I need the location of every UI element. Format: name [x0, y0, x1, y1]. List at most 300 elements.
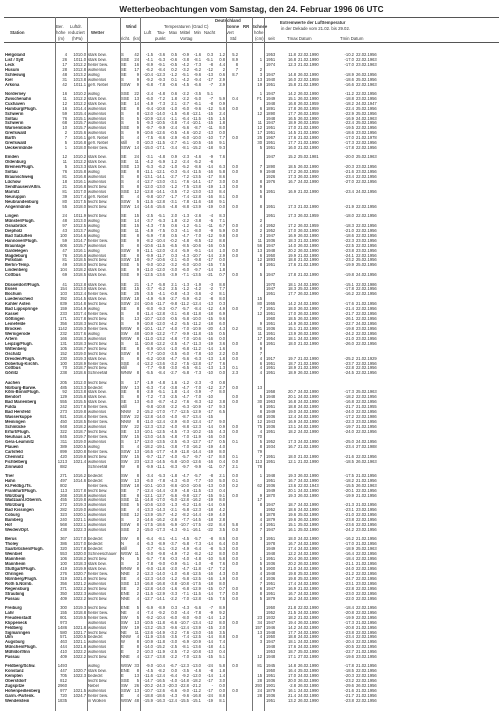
wind-speed: 8 — [136, 335, 139, 341]
tmax-date: 25.02.1990 — [298, 575, 319, 581]
temperature-value: -4.0 — [181, 556, 189, 562]
record-since: 1970 — [266, 281, 276, 287]
temperature-value: -12.3 — [143, 570, 153, 576]
tmax-date: 26.02.1990 — [298, 115, 319, 121]
wind-direction: SE — [121, 575, 127, 581]
station-height: 371 — [60, 585, 67, 591]
tmax-date: 24.02.1990 — [298, 414, 319, 420]
temperature-value: -10.9 — [143, 639, 153, 645]
tmin-value: -19.9 — [344, 614, 354, 620]
tmin-date: 22.02.1956 — [356, 639, 377, 645]
temperature-value: -14.1 — [155, 174, 165, 180]
sunshine-value: 0.0 — [232, 619, 238, 625]
temperature-value: -9.2 — [181, 673, 189, 679]
temperature-value: -7.0 — [181, 325, 189, 331]
temperature-value: -10.0 — [191, 316, 201, 322]
temperature-value: 5.9 — [219, 95, 225, 101]
temperature-value: -13.5 — [191, 272, 201, 278]
tmax-value: 17.8 — [287, 272, 296, 278]
temperature-value: -10.5 — [155, 120, 165, 126]
wind-direction: SW — [121, 330, 128, 336]
weather-text: wolkenlos — [88, 111, 107, 116]
tmin-date: 21.02.1956 — [356, 477, 377, 483]
tmin-date: 23.02.1956 — [356, 164, 377, 170]
tmin-value: -17.3 — [344, 619, 354, 625]
sunshine-value: 8 — [235, 61, 238, 67]
wind-direction: SE — [121, 399, 127, 405]
snow-depth-value: 5 — [259, 145, 262, 151]
temperature-value: -1.7 — [145, 281, 153, 287]
record-since: 1932 — [266, 614, 276, 620]
temperature-value: -9.3 — [157, 76, 165, 82]
temperature-value: -4.1 — [169, 536, 177, 542]
temperature-value: -7.2 — [157, 95, 165, 101]
station-height: 12 — [62, 154, 67, 160]
pressure-value: 1017.6 — [73, 404, 86, 410]
temperature-value: -11.5 — [155, 140, 165, 146]
station-height: 1493 — [57, 663, 67, 669]
wind-speed: 2 — [136, 649, 139, 655]
snow-depth-value: 13 — [257, 247, 262, 253]
station-name: Nürburg-Barwe. — [5, 385, 37, 390]
tmax-value: 21.5 — [287, 609, 296, 615]
tmin-value: -23.8 — [344, 629, 354, 635]
temperature-value: -10.6 — [191, 335, 201, 341]
weather-text: stark bew. — [88, 282, 107, 287]
temperature-value: -9.0 — [157, 561, 165, 567]
weather-text: stark bew. — [88, 53, 107, 57]
tmin-value: -16.2 — [344, 536, 354, 542]
pressure-value: 1020.5 — [73, 443, 86, 449]
temperature-value: 8.0 — [219, 551, 225, 557]
pressure-value: 1022.2 — [73, 654, 86, 660]
station-height: 12 — [62, 100, 67, 106]
temperature-value: -9.7 — [193, 453, 201, 459]
tmax-value: 20.0 — [287, 678, 296, 684]
tmax-value: 18.9 — [287, 370, 296, 376]
weather-text: leicht bew. — [88, 263, 108, 268]
weather-text: wolkenlos — [88, 503, 107, 508]
wind-speed: 8 — [136, 232, 139, 238]
record-since: 1879 — [266, 517, 276, 523]
table-row — [4, 528, 499, 533]
temperature-value: -7.3 — [157, 394, 165, 400]
pressure-value: 1017.8 — [73, 487, 86, 493]
temperature-value: -7.4 — [157, 384, 165, 390]
tmax-value: 18.6 — [287, 507, 296, 513]
tmin-date: 22.02.1986 — [356, 281, 377, 287]
temperature-value: -8.3 — [193, 399, 201, 405]
temperature-value: -16.3 — [155, 697, 165, 703]
temperature-value: -4.3 — [181, 252, 189, 258]
temperature-value: -4.7 — [181, 384, 189, 390]
tmax-date: 21.02.1990 — [298, 203, 319, 209]
weather-text: wolkig — [88, 331, 100, 336]
station-name: Berlin-Temp. — [5, 263, 30, 268]
tmax-value: 16.0 — [287, 76, 296, 82]
station-name: Meiningen — [5, 420, 26, 425]
temperature-value: -4.2 — [181, 76, 189, 82]
sunshine-value: 0.0 — [232, 536, 238, 542]
temperature-value: -18 — [207, 580, 213, 586]
temperature-value: -12.3 — [179, 663, 189, 669]
temperature-value: -4.8 — [157, 90, 165, 96]
station-name: Passau — [5, 655, 20, 660]
station-name: Bad Hersfeld — [5, 410, 31, 415]
temperature-value: -9.4 — [193, 76, 201, 82]
tmax-value: 14.5 — [287, 130, 296, 136]
temperature-value: -4.8 — [157, 379, 165, 385]
temperature-value: -3.3 — [169, 590, 177, 596]
pressure-value: 1016.8 — [73, 184, 86, 190]
temperature-value: -2.7 — [169, 174, 177, 180]
temperature-value: -4.8 — [181, 237, 189, 243]
station-height: 76 — [62, 169, 67, 175]
station-name: Zinnwald — [5, 464, 23, 469]
record-since: 1951 — [266, 130, 276, 136]
station-height: 948 — [60, 424, 67, 430]
station-height: 92 — [62, 389, 67, 395]
tmin-value: -22.4 — [344, 105, 354, 111]
temperature-value: -17 — [207, 404, 213, 410]
wind-direction: WSW — [121, 551, 132, 557]
wind-speed: 13 — [134, 619, 139, 625]
temperature-value: 8.4 — [219, 522, 225, 528]
station-name: Oldenburg — [5, 160, 26, 165]
station-name: Ueckermünde — [5, 146, 33, 151]
temperature-value: -8.4 — [193, 306, 201, 312]
sunshine-value: 0.0 — [232, 203, 238, 209]
temperature-value: -9.3 — [145, 120, 153, 126]
tmin-value: -25.0 — [344, 438, 354, 444]
temperature-value: -12 — [207, 232, 213, 238]
tmax-date: 26.02.1990 — [298, 164, 319, 170]
weather-text: wolkig — [88, 223, 100, 228]
tmin-value: -23.2 — [344, 678, 354, 684]
temperature-value: -19 — [207, 448, 213, 454]
record-since: 1951 — [266, 291, 276, 297]
tmax-date: 24.02.1990 — [298, 644, 319, 650]
temperature-value: -24 — [207, 663, 213, 669]
pressure-value: 1019.3 — [73, 502, 86, 508]
temperature-value: 0.8 — [219, 379, 225, 385]
wind-direction: SE — [121, 286, 127, 292]
temperature-value: -0.5 — [169, 316, 177, 322]
weather-text: wolkig — [88, 91, 100, 96]
temperature-value: -5.9 — [157, 296, 165, 302]
temperature-value: -3.2 — [169, 629, 177, 635]
pressure-value: 1019.0 — [73, 507, 86, 513]
tmax-date: 27.02.1990 — [298, 654, 319, 660]
temperature-value: -10.0 — [179, 458, 189, 464]
temperature-value: -22 — [207, 527, 213, 533]
temperature-value: 0.2 — [171, 66, 177, 72]
temperature-value: 4.1 — [219, 644, 225, 650]
record-since: 1949 — [266, 487, 276, 493]
tmin-value: -16.8 — [344, 399, 354, 405]
weather-text: wolkenlos — [88, 189, 107, 194]
pressure-value: 1014.6 — [73, 477, 86, 483]
record-since: 1947 — [266, 639, 276, 645]
temperature-value: -3.7 — [169, 541, 177, 547]
station-name: Brocken — [5, 326, 22, 331]
weather-text: bedeckt — [88, 478, 103, 483]
tmax-value: 16.9 — [287, 232, 296, 238]
wind-speed: 0 — [136, 140, 139, 146]
temperature-value: -1.4 — [181, 389, 189, 395]
station-height: 48 — [62, 71, 67, 77]
tmax-value: 17.8 — [287, 105, 296, 111]
station-name: Düsseldorf/Flugh. — [5, 282, 41, 287]
temperature-value: -4.3 — [145, 222, 153, 228]
record-since: 1901 — [266, 683, 276, 689]
record-since: 1949 — [266, 409, 276, 415]
tmin-date: 21.02.1956 — [356, 301, 377, 307]
weather-text: wolkig — [88, 170, 100, 175]
temperature-value: -16.8 — [143, 580, 153, 586]
temperature-value: -6.0 — [145, 477, 153, 483]
station-name: Wendelstein — [5, 698, 30, 703]
temperature-value: -12 — [207, 237, 213, 243]
temperature-value: -2.2 — [181, 95, 189, 101]
temperature-value: -17.5 — [191, 522, 201, 528]
temperature-value: -12.6 — [155, 130, 165, 136]
temperature-value: -17.5 — [143, 522, 153, 528]
temperature-value: 0.6 — [219, 71, 225, 77]
temperature-value: -3 — [209, 281, 213, 287]
wind-direction: SSE — [121, 502, 130, 508]
temperature-value: 8.3 — [219, 213, 225, 219]
temperature-value: -12.7 — [191, 438, 201, 444]
tmin-date: 22.02.1956 — [356, 678, 377, 684]
weather-text: wolkenlos — [88, 67, 107, 72]
wind-speed: 8 — [136, 389, 139, 395]
station-height: 16 — [62, 90, 67, 96]
station-height: 49 — [62, 262, 67, 268]
station-height: 69 — [62, 272, 67, 278]
temperature-value: -11.5 — [191, 487, 201, 493]
tmax-date: 24.02.1990 — [298, 335, 319, 341]
tmax-date: 24.02.1990 — [298, 634, 319, 640]
station-height: 463 — [60, 639, 67, 645]
record-since: 1891 — [266, 105, 276, 111]
temperature-value: -3.8 — [169, 443, 177, 449]
record-since: 1948 — [266, 644, 276, 650]
temperature-value: -6.5 — [181, 365, 189, 371]
header-min: Min — [194, 30, 201, 35]
tmin-date: 22.02.1956 — [356, 609, 377, 615]
record-since: 1951 — [266, 203, 276, 209]
temperature-value: -7.8 — [145, 561, 153, 567]
tmax-value: 16.2 — [287, 595, 296, 601]
temperature-value: -6.2 — [193, 66, 201, 72]
temperature-value: 8.0 — [219, 619, 225, 625]
temperature-value: -8 — [209, 472, 213, 478]
station-name: Greifswald — [5, 141, 27, 146]
station-name: Augsburg — [5, 640, 25, 645]
weather-text: leicht bew. — [88, 586, 108, 591]
tmin-value: -23.8 — [344, 697, 354, 703]
temperature-value: -7.0 — [181, 335, 189, 341]
wind-direction: S — [121, 179, 124, 185]
temperature-value: -14.0 — [155, 585, 165, 591]
tmax-value: 20.2 — [287, 247, 296, 253]
header-std: Std — [230, 36, 237, 41]
tmin-value: -17.8 — [344, 286, 354, 292]
tmax-value: 18.8 — [287, 634, 296, 640]
weather-text: stark bew. — [88, 57, 107, 62]
weather-text: wolkenlos — [88, 625, 107, 630]
station-name: Münster/Flugh. — [5, 218, 35, 223]
tmin-date: 26.02.1963 — [356, 482, 377, 488]
tmin-date: 23.02.1956 — [356, 507, 377, 513]
header-reduziert: reduziert — [68, 30, 85, 35]
temperature-value: -6.2 — [145, 66, 153, 72]
record-since: 1947 — [266, 502, 276, 508]
weather-text: stark bew. — [88, 165, 107, 170]
temperature-value: -4.1 — [145, 56, 153, 62]
temperature-value: -11.5 — [143, 198, 153, 204]
snow-depth-value: 12 — [257, 257, 262, 263]
snow-depth-value: 7 — [259, 527, 262, 533]
record-since: 1951 — [266, 306, 276, 312]
temperature-value: -8.9 — [145, 61, 153, 67]
station-height: 68 — [62, 120, 67, 126]
temperature-value: -14.1 — [191, 179, 201, 185]
temperature-value: -2.5 — [169, 649, 177, 655]
pressure-value: 1018.6 — [73, 370, 86, 376]
pressure-value: 1012.2 — [73, 95, 86, 101]
table-row — [4, 655, 499, 660]
weather-text: leicht bew. — [88, 302, 108, 307]
wind-direction: NNE — [121, 570, 130, 576]
tmin-date: 22.02.1956 — [356, 174, 377, 180]
wind-direction: WSW — [121, 663, 132, 669]
wind-speed: 13 — [134, 399, 139, 405]
tmin-value: -22.0 — [344, 595, 354, 601]
temperature-value: -15.2 — [143, 409, 153, 415]
weather-text: leicht bew. — [88, 380, 108, 385]
temperature-value: -3.1 — [169, 179, 177, 185]
tmin-date: 22.02.1956 — [356, 227, 377, 233]
station-height: 455 — [60, 497, 67, 503]
tmin-value: -21.6 — [344, 169, 354, 175]
wind-speed: 8 — [136, 242, 139, 248]
tmin-value: -21.3 — [344, 502, 354, 508]
temperature-value: -10.6 — [191, 482, 201, 488]
tmin-date: 25.02.1956 — [356, 110, 377, 116]
tmax-date: 21.02.1990 — [298, 262, 319, 268]
tmax-date: 26.02.1990 — [298, 95, 319, 101]
station-height: 42 — [62, 81, 67, 87]
record-since: 1951 — [266, 311, 276, 317]
temperature-value: -4.3 — [181, 604, 189, 610]
temperature-value: -2.7 — [169, 370, 177, 376]
tmax-value: 15.1 — [287, 95, 296, 101]
tmin-value: -21.0 — [344, 335, 354, 341]
temperature-value: 8.6 — [219, 174, 225, 180]
temperature-value: -1.5 — [145, 52, 153, 57]
temperature-value: 0.0 — [219, 482, 225, 488]
temperature-value: -3.1 — [169, 311, 177, 317]
tmin-value: -18.3 — [344, 222, 354, 228]
pressure-value: 1021.5 — [73, 688, 86, 694]
wind-direction: SE — [121, 487, 127, 493]
pressure-value: 1014.7 — [73, 237, 86, 243]
record-since: 1946 — [266, 624, 276, 630]
wind-direction: SE — [121, 237, 127, 243]
temperature-value: -7.5 — [157, 222, 165, 228]
station-height: 268 — [60, 492, 67, 498]
weather-text: wolkig — [88, 664, 100, 669]
tmax-value: 18.5 — [287, 316, 296, 322]
tmin-value: -21.7 — [344, 311, 354, 317]
tmax-date: 24.02.1990 — [298, 477, 319, 483]
station-group — [4, 381, 499, 470]
tmax-date: 25.02.1990 — [298, 286, 319, 292]
record-since: 1951 — [266, 536, 276, 542]
tmin-date: 24.02.1956 — [356, 321, 377, 326]
temperature-value: -6.4 — [145, 536, 153, 542]
pressure-value: 1022.2 — [73, 649, 86, 655]
tmax-value: 19.4 — [287, 619, 296, 625]
tmin-value: -17.3 — [344, 389, 354, 395]
record-since: 1870 — [266, 492, 276, 498]
pressure-value: 1016.1 — [73, 179, 86, 185]
temperature-value: -8.7 — [193, 125, 201, 131]
station-group — [4, 214, 499, 278]
record-since: 1950 — [266, 252, 276, 258]
tmax-value: 14.2 — [287, 301, 296, 307]
tmax-value: 17.7 — [287, 291, 296, 297]
tmax-value: 18.7 — [287, 360, 296, 366]
temperature-value: -2.5 — [169, 394, 177, 400]
station-height: 152 — [60, 350, 67, 356]
tmin-date: 25.02.1956 — [356, 76, 377, 82]
temperature-value: -8 — [209, 100, 213, 106]
temperature-value: -12 — [207, 619, 213, 625]
temperature-value: -8.9 — [145, 345, 153, 351]
temperature-value: -18 — [207, 321, 213, 326]
wind-direction: ENE — [121, 604, 130, 610]
temperature-value: -4.3 — [169, 477, 177, 483]
tmin-date: 22.02.1956 — [356, 330, 377, 336]
snow-depth-value: 28 — [257, 678, 262, 684]
temperature-value: 4.0 — [219, 512, 225, 518]
wind-speed: 18 — [134, 296, 139, 302]
pressure-value: 1019.3 — [73, 355, 86, 361]
wind-direction: S — [121, 340, 124, 346]
station-height: 409 — [60, 654, 67, 660]
temperature-value: 9.8 — [219, 232, 225, 238]
weather-text: heiter bew. — [88, 610, 109, 615]
wind-speed: 5 — [136, 262, 139, 268]
temperature-value: 1.6 — [171, 379, 177, 385]
weather-text: stark bew. — [88, 390, 107, 395]
tmax-date: 24.02.1990 — [298, 502, 319, 508]
station-name: Braunlage — [5, 243, 26, 248]
tmin-value: -24.7 — [344, 575, 354, 581]
temperature-value: -10.4 — [155, 237, 165, 243]
wind-direction: SSW — [121, 257, 131, 263]
tmin-value: -17.8 — [344, 145, 354, 151]
wind-direction: SSE — [121, 188, 130, 194]
temperature-value: 8.8 — [219, 237, 225, 243]
temperature-value: -14.5 — [191, 517, 201, 523]
temperature-value: -14.3 — [155, 507, 165, 513]
temperature-value: 5.3 — [219, 546, 225, 552]
temperature-value: -4.2 — [181, 61, 189, 67]
